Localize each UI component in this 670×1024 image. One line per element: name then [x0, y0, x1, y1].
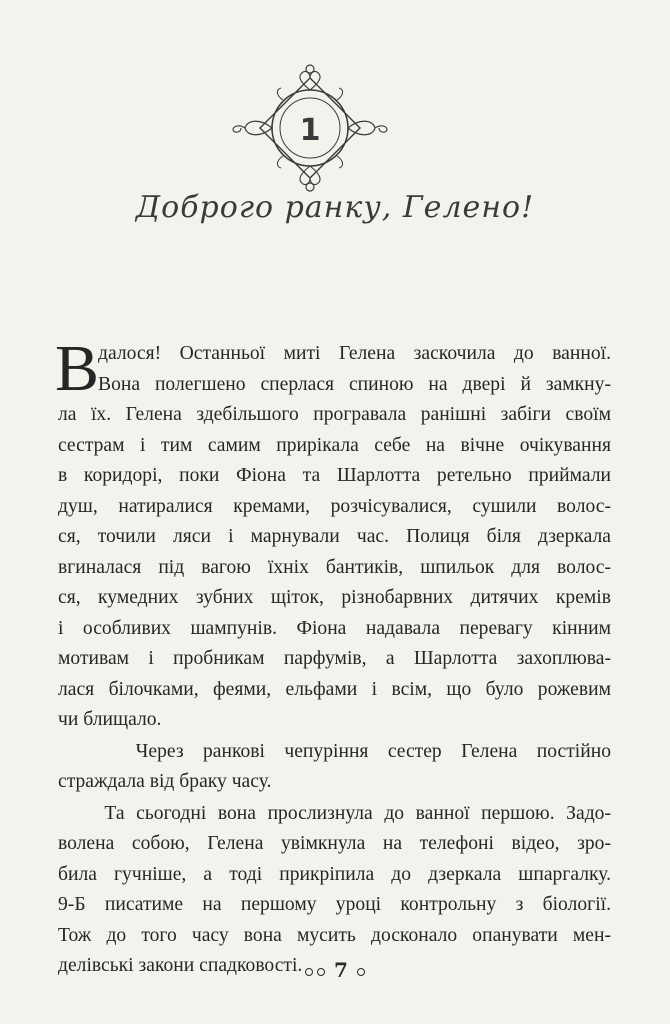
drop-cap: В — [55, 332, 100, 405]
paragraph-2 — [58, 737, 611, 798]
chapter-title: Доброго ранку, Гелено! — [135, 190, 535, 225]
text-line: Вона полегшено сперлася спиною на двері й замкну- — [98, 373, 611, 395]
text-line: чи блищало. — [58, 709, 162, 730]
text-line: вгиналася під вагою їхніх бантиків, шпильок для волос- — [58, 556, 611, 578]
text-line: волена собою, Гелена увімкнула на телефоні відео, зро- — [58, 833, 611, 854]
text-line: ла їх. Гелена здебільшого програвала ранішні забіги своїм — [58, 404, 611, 425]
text-line: душ, натиралися кремами, розчісувалися, сушили волос- — [58, 495, 611, 517]
text-line: ся, точили ляси і марнували час. Полиця біля дзеркала — [58, 526, 611, 547]
paragraph-3 — [58, 799, 611, 982]
folio-dot-icon — [317, 968, 325, 976]
text-line: і особливих шампунів. Фіона надавала перевагу кінним — [58, 617, 611, 639]
body-text — [55, 332, 611, 982]
chapter-number: 1 — [299, 112, 321, 148]
text-line: страждала від браку часу. — [58, 771, 272, 792]
text-line: била гучніше, а тоді прикріпила до дзеркала шпаргалку. — [58, 863, 611, 885]
folio-dot-icon — [305, 968, 313, 976]
text-line: ся, кумедних зубних щіток, різнобарвних дитячих кремів — [58, 587, 611, 608]
text-line: делівські закони спадковості. — [58, 955, 303, 976]
text-line: Та сьогодні вона прослизнула до ванної першою. Задо- — [58, 802, 611, 824]
text-line: сестрам і тим самим прирікала себе на вічне очікування — [58, 434, 611, 456]
page-number-value: 7 — [334, 958, 348, 982]
text-line: далося! Останньої миті Гелена заскочила до ванної. — [98, 343, 611, 364]
page-number — [0, 958, 670, 982]
text-line: лася білочками, феями, ельфами і всім, що було рожевим — [58, 678, 611, 700]
text-line: Через ранкові чепуріння сестер Гелена постійно — [58, 740, 611, 762]
text-line: Тож до того часу вона мусить досконало опанувати мен- — [58, 924, 611, 946]
text-line: 9-Б писатиме на першому уроці контрольну з біології. — [58, 894, 611, 915]
text-line: мотивам і пробникам парфумів, а Шарлотта захоплюва- — [58, 648, 611, 669]
text-line: в коридорі, поки Фіона та Шарлотта ретельно приймали — [58, 465, 611, 486]
paragraph-1 — [58, 339, 611, 736]
folio-dot-icon — [357, 968, 365, 976]
